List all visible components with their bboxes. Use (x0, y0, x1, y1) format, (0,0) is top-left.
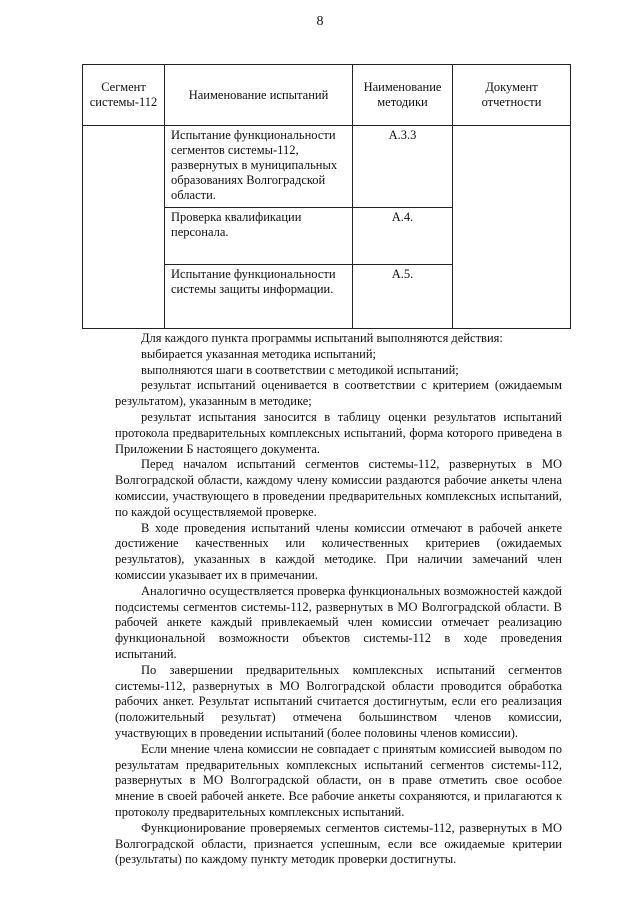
header-test-name: Наименование испытаний (165, 65, 353, 126)
table-header-row (83, 65, 571, 126)
paragraph-step: результат испытания заносится в таблицу оценки результатов испытаний протокола предварительных комплексных испытаний, форма которого приведена в Приложении Б настоящего документа. (115, 409, 562, 456)
method-cell: А.5. (353, 265, 453, 329)
paragraph: Аналогично осуществляется проверка функциональных возможностей каждой подсистемы сегментов системы-112, развернутых в МО Волгоградской области. В рабочей анкете каждый привлекаемый член комиссии отмечает реализацию функциональной возможности объектов системы-112 в ходе проведения испытаний. (115, 583, 562, 661)
header-segment: Сегмент системы-112 (83, 65, 165, 126)
header-report-doc: Документ отчетности (453, 65, 571, 126)
paragraph: Перед началом испытаний сегментов системы-112, развернутых в МО Волгоградской области, каждому члену комиссии раздаются рабочие анкеты члена комиссии, участвующего в проведении предварительных комплексных испытаний, по каждой осуществляемой проверке. (115, 457, 562, 519)
paragraph-intro: Для каждого пункта программы испытаний выполняются действия: (141, 331, 503, 345)
paragraph: По завершении предварительных комплексных испытаний сегментов системы-112, развернутых в МО Волгоградской области проводится обработка рабочих анкет. Результат испытаний считается достигнутым, если его реализация (положительный результат) отмечена большинством членов комиссии, участвующих в проведении испытаний (более половины членов комиссии). (115, 662, 562, 740)
test-name-cell: Проверка квалификации персонала. (165, 208, 353, 265)
paragraph: Если мнение члена комиссии не совпадает с принятым комиссией выводом по результатам предварительных комплексных испытаний сегментов системы-112, развернутых в МО Волгоградской области, он в праве отметить свое особое мнение в своей рабочей анкете. Все рабочие анкеты сохраняются, и прилагаются к протоколу предварительных комплексных испытаний. (115, 741, 562, 819)
test-name-cell: Испытание функциональности системы защиты информации. (165, 265, 353, 329)
paragraph: Функционирование проверяемых сегментов системы-112, развернутых в МО Волгоградской области, признается успешным, если все ожидаемые критерии (результаты) по каждому пункту методик проверки достигнуты. (115, 820, 562, 867)
paragraph: В ходе проведения испытаний члены комиссии отмечают в рабочей анкете достижение качественных или количественных критериев (ожидаемых результатов), указанных в каждой методике. При наличии замечаний член комиссии указывает их в примечании. (115, 520, 562, 582)
segment-cell (83, 126, 165, 329)
paragraph-step: выбирается указанная методика испытаний; (141, 346, 376, 361)
table-row (83, 126, 571, 208)
tests-table (82, 64, 571, 329)
method-cell: А.4. (353, 208, 453, 265)
method-cell: А.3.3 (353, 126, 453, 208)
report-doc-cell (453, 126, 571, 329)
header-method: Наименование методики (353, 65, 453, 126)
test-name-cell: Испытание функциональности сегментов системы-112, развернутых в муниципальных образованиях Волгоградской области. (165, 126, 353, 208)
body-text (115, 331, 562, 868)
paragraph-step: выполняются шаги в соответствии с методикой испытаний; (141, 362, 459, 377)
page-number: 8 (316, 14, 324, 29)
paragraph-step: результат испытаний оценивается в соответствии с критерием (ожидаемым результатом), указанным в методике; (115, 378, 562, 409)
